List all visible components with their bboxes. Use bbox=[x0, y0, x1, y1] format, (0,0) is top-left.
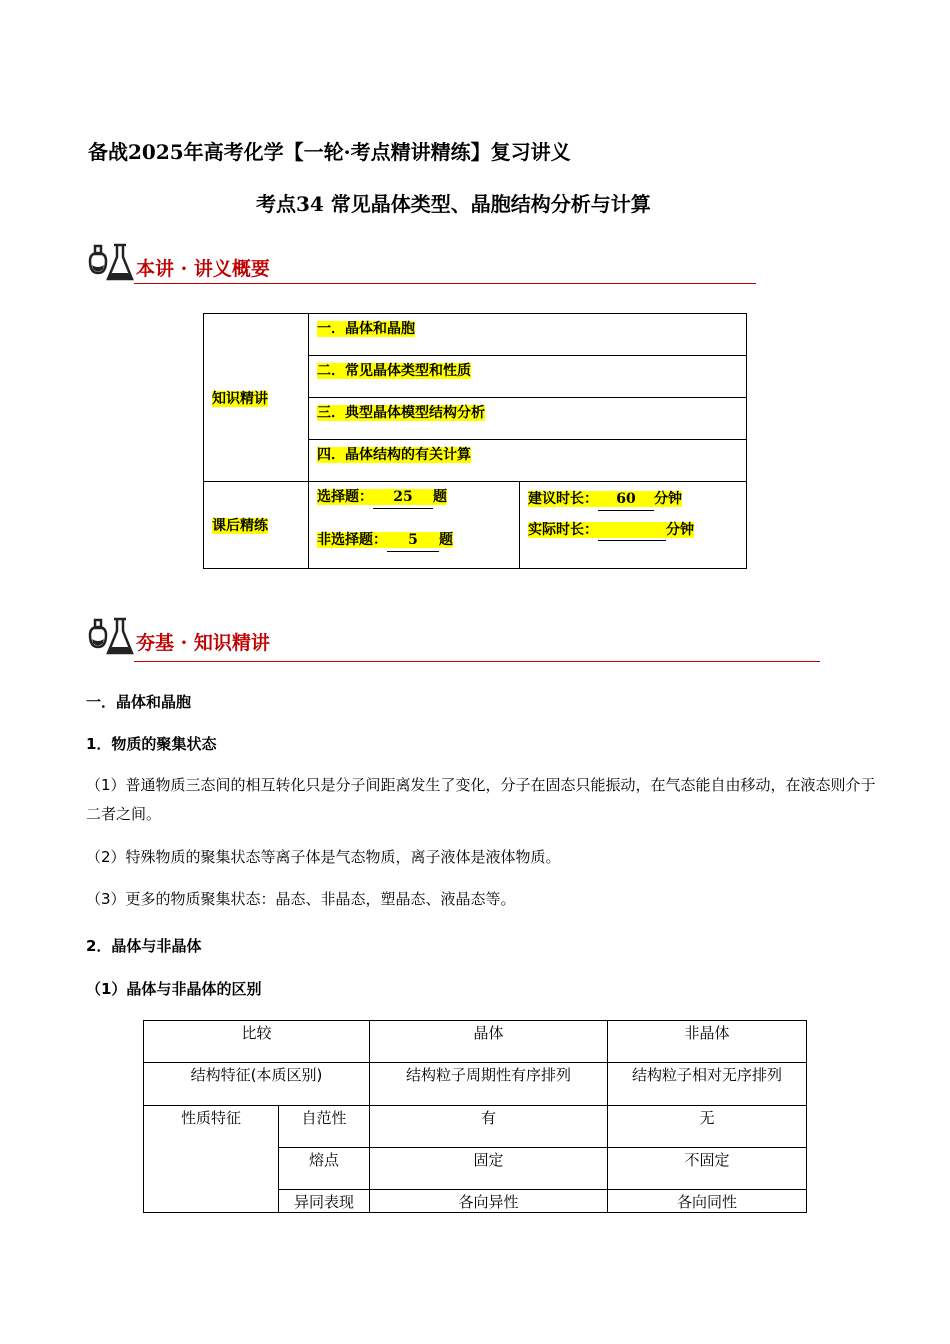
table-header-cell: 非晶体 bbox=[608, 1021, 807, 1063]
table-header-cell: 比较 bbox=[144, 1021, 370, 1063]
lab-flask-icon bbox=[86, 243, 136, 283]
choice-count: 25 bbox=[373, 486, 433, 509]
table-cell: 熔点 bbox=[279, 1148, 370, 1190]
knowledge-label: 知识精讲 bbox=[212, 390, 268, 407]
question-count-cell bbox=[309, 482, 520, 569]
overview-item-cell bbox=[309, 356, 747, 398]
overview-item-cell bbox=[309, 314, 747, 356]
section-header-overview bbox=[86, 243, 766, 288]
paragraph-1: （1）普通物质三态间的相互转化只是分子间距离发生了变化，分子在固态只能振动，在气态能自由移动，在液态则介于二者之间。 bbox=[86, 776, 876, 823]
overview-item: 三．典型晶体模型结构分析 bbox=[317, 405, 485, 421]
choice-label: 选择题： bbox=[317, 489, 373, 505]
section-divider bbox=[134, 283, 756, 284]
heading-aggregation-state: 1．物质的聚集状态 bbox=[86, 735, 217, 753]
table-cell: 固定 bbox=[370, 1148, 608, 1190]
practice-label: 课后精练 bbox=[212, 518, 268, 534]
paragraph-2: （2）特殊物质的聚集状态等离子体是气态物质，离子液体是液体物质。 bbox=[86, 848, 561, 866]
table-header-cell: 晶体 bbox=[370, 1021, 608, 1063]
table-cell: 结构粒子相对无序排列 bbox=[608, 1063, 807, 1106]
table-cell: 结构粒子周期性有序排列 bbox=[370, 1063, 608, 1106]
table-cell: 各向同性 bbox=[608, 1190, 807, 1213]
section-title-knowledge: 夯基 · 知识精讲 bbox=[136, 632, 270, 654]
table-cell: 结构特征(本质区别) bbox=[144, 1063, 370, 1106]
table-cell: 不固定 bbox=[608, 1148, 807, 1190]
table-cell: 异同表现 bbox=[279, 1190, 370, 1213]
heading-difference: （1）晶体与非晶体的区别 bbox=[86, 980, 262, 998]
overview-item: 二．常见晶体类型和性质 bbox=[317, 363, 471, 379]
overview-item: 四．晶体结构的有关计算 bbox=[317, 447, 471, 463]
knowledge-label-cell bbox=[204, 314, 309, 482]
section-header-knowledge bbox=[86, 617, 826, 667]
unit-min: 分钟 bbox=[666, 522, 694, 538]
document-title: 备战2025年高考化学【一轮·考点精讲精练】复习讲义 bbox=[88, 140, 571, 164]
unit-ti: 题 bbox=[439, 532, 453, 548]
unit-min: 分钟 bbox=[654, 491, 682, 507]
table-cell: 有 bbox=[370, 1106, 608, 1148]
table-cell: 无 bbox=[608, 1106, 807, 1148]
overview-item: 一．晶体和晶胞 bbox=[317, 321, 415, 337]
section-divider bbox=[134, 661, 820, 662]
heading-crystal-cell: 一．晶体和晶胞 bbox=[86, 693, 192, 711]
comparison-table bbox=[143, 1020, 807, 1213]
nonchoice-count: 5 bbox=[387, 529, 439, 552]
table-cell: 自范性 bbox=[279, 1106, 370, 1148]
document-subtitle: 考点34 常见晶体类型、晶胞结构分析与计算 bbox=[256, 192, 651, 216]
unit-ti: 题 bbox=[433, 489, 447, 505]
paragraph-3: （3）更多的物质聚集状态：晶态、非晶态，塑晶态、液晶态等。 bbox=[86, 890, 516, 908]
suggest-value: 60 bbox=[598, 488, 654, 511]
actual-label: 实际时长： bbox=[528, 522, 598, 538]
suggest-label: 建议时长： bbox=[528, 491, 598, 507]
table-cell: 性质特征 bbox=[144, 1106, 279, 1213]
overview-item-cell bbox=[309, 440, 747, 482]
lab-flask-icon bbox=[86, 617, 136, 657]
section-title-overview: 本讲 · 讲义概要 bbox=[136, 258, 270, 280]
heading-crystal-vs-amorphous: 2．晶体与非晶体 bbox=[86, 937, 202, 955]
table-cell: 各向异性 bbox=[370, 1190, 608, 1213]
duration-cell bbox=[520, 482, 747, 569]
overview-table bbox=[203, 313, 747, 569]
nonchoice-label: 非选择题： bbox=[317, 532, 387, 548]
actual-value-blank[interactable] bbox=[598, 522, 666, 541]
overview-item-cell bbox=[309, 398, 747, 440]
practice-label-cell bbox=[204, 482, 309, 569]
